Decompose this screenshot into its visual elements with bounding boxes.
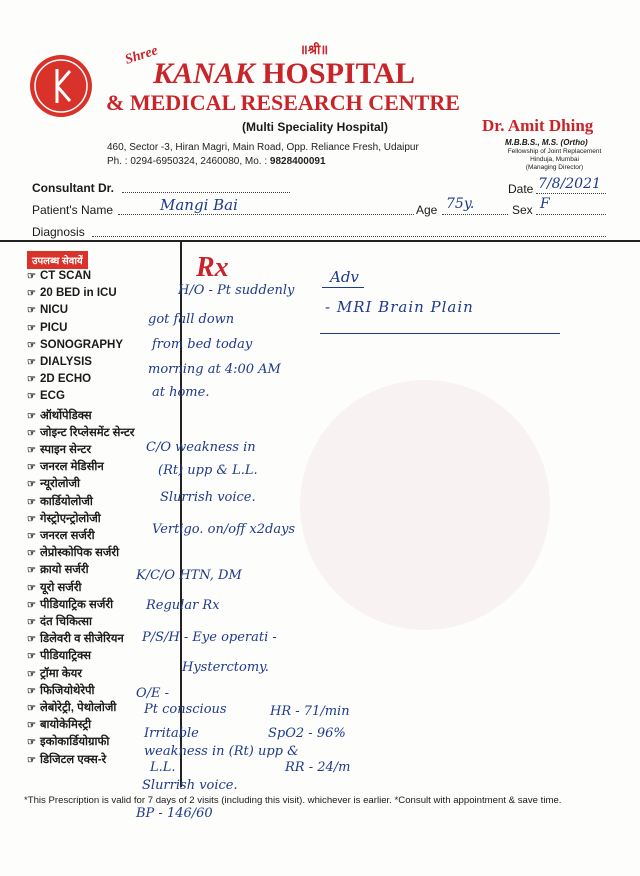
service-item [27, 494, 93, 509]
advice-text: - MRI Brain Plain [325, 298, 474, 316]
rx-note-line: from bed today [152, 337, 253, 352]
pointing-hand-icon: ☞ [27, 548, 36, 560]
sex-value: F [540, 196, 550, 212]
service-item [27, 562, 89, 577]
rx-note-line: K/C/O HTN, DM [136, 568, 242, 583]
rx-note-line: BP - 146/60 [136, 806, 213, 821]
service-item [27, 459, 104, 474]
rx-note-line: L.L. [150, 760, 176, 775]
service-item [27, 580, 82, 595]
rx-note-line: RR - 24/m [285, 760, 351, 775]
service-item [27, 614, 92, 629]
service-label: यूरो सर्जरी [39, 581, 82, 594]
sex-label: Sex [512, 203, 533, 217]
service-item [27, 476, 80, 491]
pointing-hand-icon: ☞ [27, 479, 36, 491]
service-item [27, 425, 134, 440]
service-label: न्यूरोलोजी [39, 478, 80, 491]
rx-note-line: got fall down [148, 312, 235, 327]
advice-label: Adv [330, 268, 359, 286]
pointing-hand-icon: ☞ [27, 305, 36, 317]
rx-note-line: (Rt) upp & L.L. [158, 463, 258, 478]
rx-note-line: weakness in (Rt) upp & [144, 744, 299, 759]
pointing-hand-icon: ☞ [27, 668, 36, 680]
watermark-logo [300, 380, 550, 630]
pointing-hand-icon: ☞ [27, 720, 36, 732]
service-item [27, 356, 92, 368]
pointing-hand-icon: ☞ [27, 737, 36, 749]
service-label: डिजिटल एक्स-रे [39, 753, 107, 766]
shree-label: Shree [123, 43, 160, 68]
speciality-label: (Multi Speciality Hospital) [242, 120, 389, 134]
service-label: दंत चिकित्सा [39, 616, 92, 628]
hospital-subtitle: & MEDICAL RESEARCH CENTRE [106, 90, 460, 115]
services-heading: उपलब्ध सेवायें [27, 251, 88, 269]
hospital-name: KANAK HOSPITAL [153, 57, 416, 90]
service-label: गेस्ट्रोएन्ट्रोलोजी [39, 512, 101, 525]
date-label: Date [508, 182, 534, 196]
pointing-hand-icon: ☞ [27, 462, 36, 474]
service-item [27, 545, 119, 560]
service-label: SONOGRAPHY [39, 338, 124, 351]
rx-symbol: Rx [196, 252, 229, 283]
rx-note-line: morning at 4:00 AM [148, 362, 281, 377]
service-item [27, 700, 116, 715]
service-item [27, 322, 67, 334]
diagnosis-label: Diagnosis [32, 225, 85, 239]
hospital-logo [30, 55, 92, 117]
date-value: 7/8/2021 [538, 176, 601, 192]
service-item [27, 648, 91, 663]
service-item [27, 752, 106, 767]
advice-line [320, 333, 560, 334]
advice-underline [322, 287, 364, 288]
age-label: Age [416, 203, 438, 217]
doctor-degree: M.B.B.S., M.S. (Ortho) [505, 138, 588, 147]
service-item [27, 683, 95, 698]
service-label: 20 BED in ICU [39, 287, 117, 300]
rx-note-line: at home. [152, 385, 210, 400]
date-line [536, 193, 606, 194]
pointing-hand-icon: ☞ [27, 582, 36, 594]
pointing-hand-icon: ☞ [27, 391, 36, 403]
footer-note: *This Prescription is valid for 7 days of 2 visits (including this visit). whichever is earlier. *Consult with appointment & save time. [24, 795, 562, 806]
service-label: बायोकेमिस्ट्री [39, 719, 92, 732]
pointing-hand-icon: ☞ [27, 634, 36, 646]
service-item [27, 528, 95, 543]
service-item [27, 339, 123, 351]
service-item [27, 734, 109, 749]
service-label: कार्डियोलोजी [39, 495, 93, 508]
service-item [27, 666, 82, 681]
service-item [27, 270, 91, 282]
doctor-fellowship: Fellowship of Joint Replacement Hinduja, Mumbai (Managing Director) [507, 148, 602, 171]
service-item [27, 511, 101, 526]
pointing-hand-icon: ☞ [27, 427, 36, 439]
service-label: लेप्रोस्कोपिक सर्जरी [39, 547, 120, 560]
pointing-hand-icon: ☞ [27, 565, 36, 577]
service-label: CT SCAN [39, 270, 92, 282]
consultant-line [122, 192, 290, 193]
rx-note-line: Slurrish voice. [142, 778, 238, 793]
shree-invocation: ॥श्री॥ [300, 43, 329, 58]
rx-note-line: Regular Rx [146, 598, 220, 613]
pointing-hand-icon: ☞ [27, 445, 36, 456]
pointing-hand-icon: ☞ [27, 531, 36, 542]
service-label: क्रायो सर्जरी [39, 564, 89, 577]
service-label: स्पाइन सेन्टर [39, 444, 92, 456]
address-block: 460, Sector -3, Hiran Magri, Main Road, Opp. Reliance Fresh, Udaipur Ph. : 0294-6950324, 2460080, Mo. : 9828400091 [107, 142, 419, 167]
service-label: जनरल मेडिसीन [39, 461, 104, 474]
pointing-hand-icon: ☞ [27, 496, 36, 508]
service-label: ऑर्थोपेडिक्स [39, 409, 92, 422]
service-item [27, 597, 113, 612]
pointing-hand-icon: ☞ [27, 513, 36, 525]
service-item [27, 631, 124, 646]
pointing-hand-icon: ☞ [27, 374, 36, 386]
service-item [27, 442, 91, 457]
service-label: ECG [39, 390, 65, 403]
consultant-label: Consultant Dr. [32, 181, 115, 195]
rx-note-line: P/S/H - Eye operati - [142, 630, 277, 645]
pointing-hand-icon: ☞ [27, 617, 36, 628]
rx-note-line: C/O weakness in [146, 440, 256, 455]
rx-note-line: Slurrish voice. [160, 490, 256, 505]
service-label: जनरल सर्जरी [39, 530, 95, 542]
service-label: PICU [39, 321, 68, 334]
pointing-hand-icon: ☞ [27, 271, 36, 282]
age-line [442, 214, 508, 215]
pointing-hand-icon: ☞ [27, 339, 36, 351]
patient-label: Patient's Name [32, 203, 113, 217]
service-label: इकोकार्डियोग्राफी [39, 736, 110, 749]
rx-note-line: Irritable [144, 726, 199, 741]
pointing-hand-icon: ☞ [27, 357, 36, 368]
pointing-hand-icon: ☞ [27, 754, 36, 766]
rx-note-line: Pt conscious [144, 702, 227, 717]
header-divider [0, 240, 640, 242]
service-label: जोइन्ट रिप्लेसमेंट सेन्टर [39, 426, 135, 439]
rx-note-line: Vertigo. on/off x2days [152, 522, 296, 537]
sex-line [536, 214, 606, 215]
pointing-hand-icon: ☞ [27, 288, 36, 300]
service-label: NICU [39, 304, 69, 317]
pointing-hand-icon: ☞ [27, 322, 36, 334]
pointing-hand-icon: ☞ [27, 651, 36, 663]
rx-note-line: H/O - Pt suddenly [178, 283, 295, 298]
rx-note-line: O/E - [136, 686, 170, 701]
patient-name-value: Mangi Bai [160, 196, 238, 214]
service-label: लेबोरेट्री, पेथोलोजी [39, 702, 117, 714]
diagnosis-line [92, 236, 606, 237]
service-item [27, 390, 65, 402]
rx-note-line: Hysterctomy. [182, 660, 269, 675]
age-value: 75y. [446, 196, 475, 212]
pointing-hand-icon: ☞ [27, 703, 36, 714]
service-label: डिलेवरी व सीजेरियन [39, 633, 124, 646]
pointing-hand-icon: ☞ [27, 685, 36, 697]
service-label: ट्रॉमा केयर [39, 667, 82, 680]
rx-note-line: SpO2 - 96% [268, 726, 346, 741]
rx-note-line: HR - 71/min [270, 704, 350, 719]
service-label: 2D ECHO [39, 373, 92, 386]
service-label: पीडियाट्रिक सर्जरी [39, 598, 114, 611]
service-item [27, 287, 117, 299]
pointing-hand-icon: ☞ [27, 599, 36, 611]
service-item [27, 717, 91, 732]
service-item [27, 408, 92, 423]
service-label: पीडियाट्रिक्स [39, 650, 92, 663]
service-item [27, 373, 91, 385]
service-label: DIALYSIS [39, 356, 92, 368]
pointing-hand-icon: ☞ [27, 410, 36, 422]
patient-line [118, 214, 414, 215]
doctor-name: Dr. Amit Dhing [482, 116, 594, 135]
service-item [27, 304, 68, 316]
service-label: फिजियोथेरेपी [39, 684, 95, 697]
